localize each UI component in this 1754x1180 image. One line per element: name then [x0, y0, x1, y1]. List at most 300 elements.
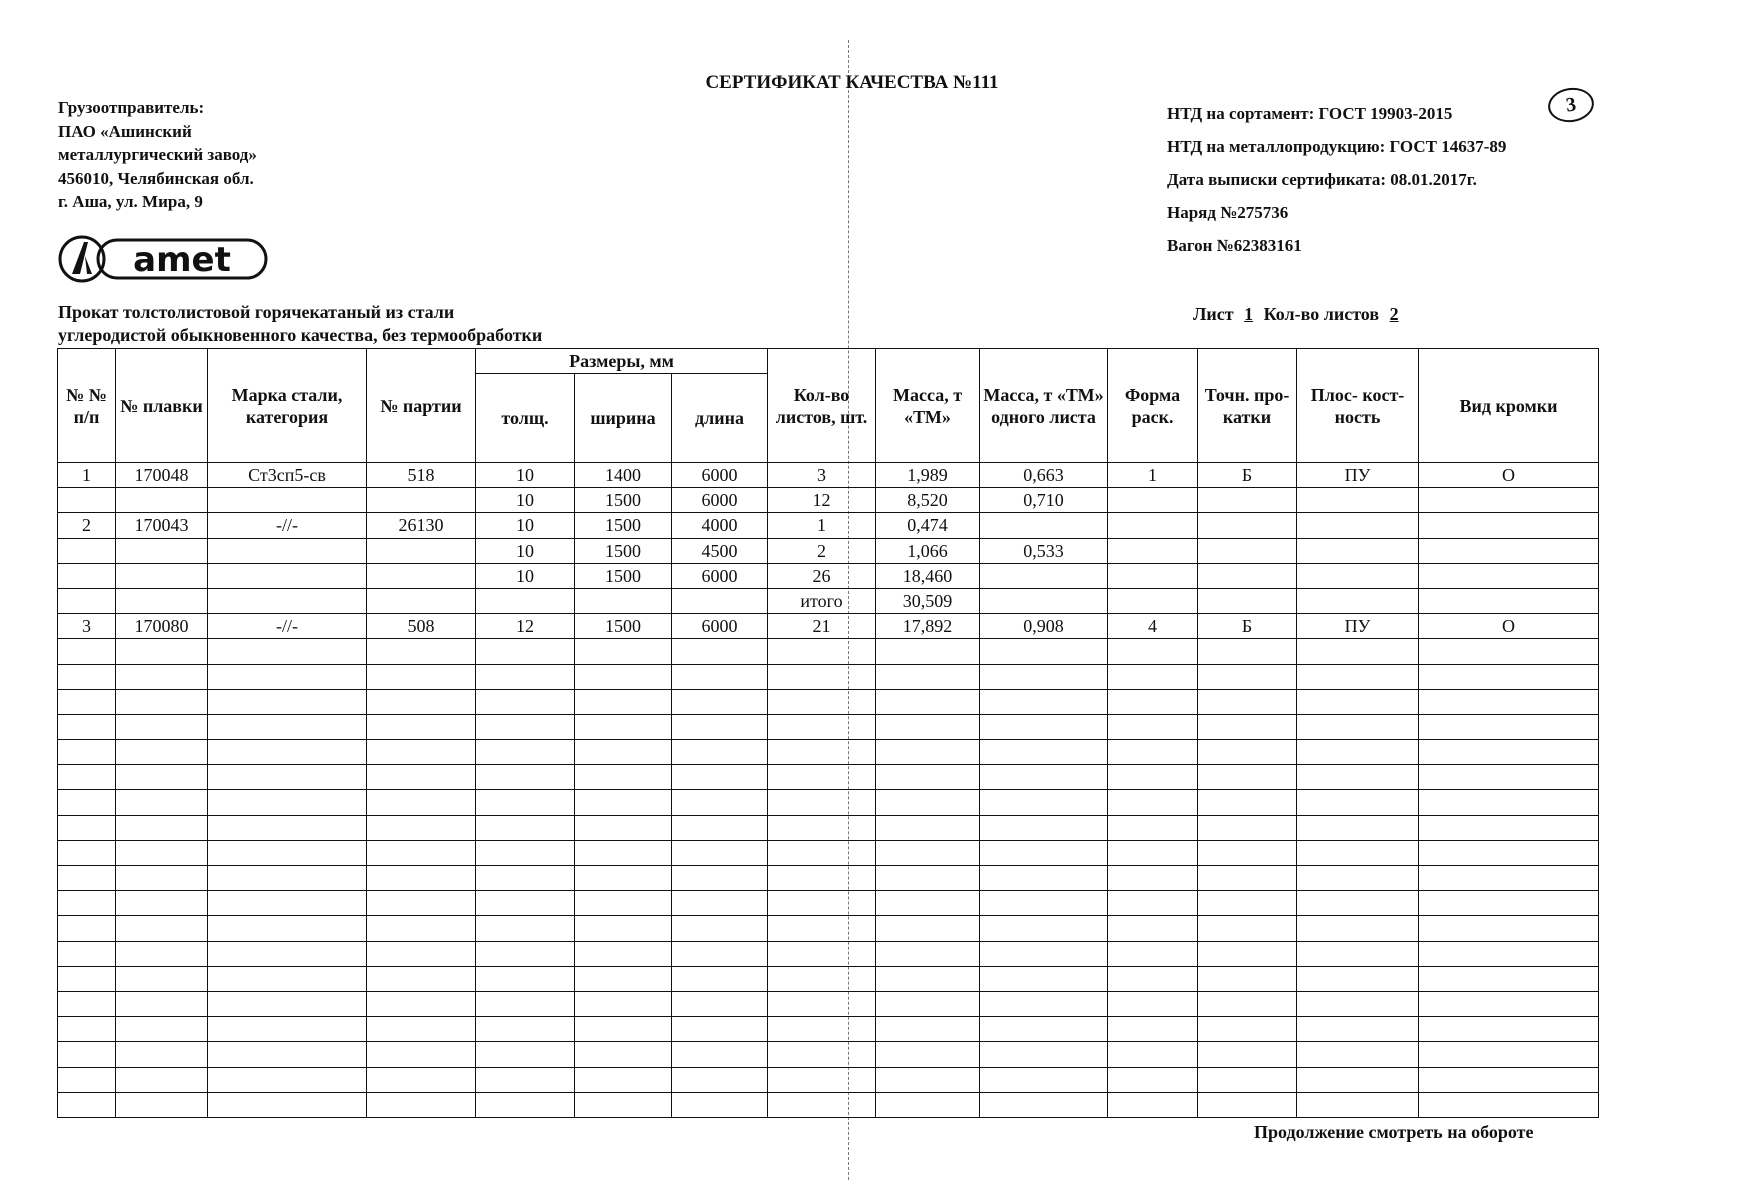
cell-form [1108, 513, 1198, 538]
empty-cell [672, 639, 768, 664]
empty-cell [1419, 1017, 1599, 1042]
empty-cell [208, 941, 367, 966]
continuation-note: Продолжение смотреть на обороте [1254, 1122, 1534, 1142]
cell-batch [367, 588, 476, 613]
cell-thick: 10 [476, 538, 575, 563]
empty-cell [116, 866, 208, 891]
empty-cell [1108, 916, 1198, 941]
empty-cell [768, 991, 876, 1016]
empty-cell [575, 1067, 672, 1092]
empty-cell [672, 765, 768, 790]
table-row [58, 614, 1599, 639]
empty-cell [367, 916, 476, 941]
handwritten-mark: 3 [1546, 85, 1596, 125]
empty-cell [116, 991, 208, 1016]
cell-batch [367, 488, 476, 513]
empty-cell [1108, 815, 1198, 840]
empty-cell [476, 815, 575, 840]
cell-batch: 508 [367, 614, 476, 639]
cell-mass-one: 0,533 [980, 538, 1108, 563]
cell-heat: 170048 [116, 463, 208, 488]
empty-table-row [58, 840, 1599, 865]
empty-cell [672, 866, 768, 891]
cell-flatness [1297, 563, 1419, 588]
empty-cell [980, 639, 1108, 664]
empty-cell [768, 790, 876, 815]
empty-cell [575, 815, 672, 840]
empty-cell [1108, 714, 1198, 739]
order-number: Наряд №275736 [1167, 203, 1289, 222]
empty-cell [58, 891, 116, 916]
empty-cell [672, 714, 768, 739]
empty-cell [876, 790, 980, 815]
cell-mass: 17,892 [876, 614, 980, 639]
empty-cell [367, 1017, 476, 1042]
empty-cell [1297, 941, 1419, 966]
empty-cell [575, 866, 672, 891]
empty-cell [672, 1042, 768, 1067]
empty-cell [1198, 1017, 1297, 1042]
empty-cell [1108, 1017, 1198, 1042]
empty-cell [575, 840, 672, 865]
empty-cell [367, 639, 476, 664]
document-title: СЕРТИФИКАТ КАЧЕСТВА №111 [705, 72, 999, 93]
cell-thick: 10 [476, 488, 575, 513]
empty-cell [208, 966, 367, 991]
empty-cell [1198, 790, 1297, 815]
empty-cell [58, 740, 116, 765]
header-num: № № п/п [58, 349, 116, 463]
cell-width: 1400 [575, 463, 672, 488]
empty-cell [208, 1042, 367, 1067]
empty-cell [575, 790, 672, 815]
cell-grade [208, 588, 367, 613]
cell-form [1108, 538, 1198, 563]
empty-cell [1419, 1042, 1599, 1067]
empty-cell [1198, 916, 1297, 941]
empty-table-row [58, 1092, 1599, 1117]
empty-table-row [58, 941, 1599, 966]
empty-cell [876, 1092, 980, 1117]
cell-num [58, 488, 116, 513]
cell-form [1108, 588, 1198, 613]
empty-cell [476, 1042, 575, 1067]
empty-cell [116, 840, 208, 865]
cell-grade [208, 488, 367, 513]
empty-cell [367, 840, 476, 865]
empty-cell [58, 966, 116, 991]
cell-qty: 26 [768, 563, 876, 588]
cell-width: 1500 [575, 614, 672, 639]
cell-heat [116, 488, 208, 513]
table-row [58, 563, 1599, 588]
empty-cell [980, 991, 1108, 1016]
empty-cell [58, 639, 116, 664]
empty-cell [116, 765, 208, 790]
empty-cell [980, 815, 1108, 840]
cell-flatness [1297, 513, 1419, 538]
empty-cell [980, 1092, 1108, 1117]
empty-cell [476, 941, 575, 966]
empty-cell [476, 891, 575, 916]
cell-mass-one [980, 513, 1108, 538]
header-mass-one: Масса, т «ТМ» одного листа [980, 349, 1108, 463]
cell-qty: 21 [768, 614, 876, 639]
empty-cell [672, 840, 768, 865]
cell-qty: 3 [768, 463, 876, 488]
cell-thick: 10 [476, 513, 575, 538]
empty-cell [1419, 1092, 1599, 1117]
empty-cell [116, 790, 208, 815]
empty-cell [476, 916, 575, 941]
empty-cell [876, 689, 980, 714]
empty-cell [1297, 790, 1419, 815]
empty-cell [1297, 639, 1419, 664]
cell-num: 1 [58, 463, 116, 488]
empty-cell [1198, 1042, 1297, 1067]
empty-cell [672, 790, 768, 815]
empty-cell [1297, 1042, 1419, 1067]
cell-form [1108, 488, 1198, 513]
cell-heat: 170080 [116, 614, 208, 639]
empty-table-row [58, 815, 1599, 840]
cell-num [58, 563, 116, 588]
header-quantity: Кол-во листов, шт. [768, 349, 876, 463]
empty-cell [58, 941, 116, 966]
empty-cell [476, 840, 575, 865]
empty-cell [1108, 966, 1198, 991]
cell-flatness: ПУ [1297, 463, 1419, 488]
empty-cell [208, 815, 367, 840]
cell-length: 6000 [672, 488, 768, 513]
empty-cell [1297, 866, 1419, 891]
ntd-assortment: НТД на сортамент: ГОСТ 19903-2015 [1167, 104, 1453, 123]
empty-cell [1108, 1067, 1198, 1092]
cell-form: 4 [1108, 614, 1198, 639]
empty-cell [876, 1017, 980, 1042]
header-length: длина [672, 374, 768, 463]
empty-cell [367, 815, 476, 840]
empty-cell [1108, 790, 1198, 815]
empty-cell [1297, 765, 1419, 790]
empty-cell [876, 1042, 980, 1067]
empty-cell [768, 891, 876, 916]
empty-cell [367, 1092, 476, 1117]
empty-cell [672, 916, 768, 941]
empty-cell [575, 966, 672, 991]
empty-cell [1297, 840, 1419, 865]
cell-mass: 8,520 [876, 488, 980, 513]
cell-length: 6000 [672, 563, 768, 588]
empty-cell [575, 891, 672, 916]
empty-cell [208, 866, 367, 891]
cell-qty: 1 [768, 513, 876, 538]
empty-cell [1419, 639, 1599, 664]
cell-heat [116, 563, 208, 588]
empty-cell [575, 1092, 672, 1117]
cell-thick: 12 [476, 614, 575, 639]
empty-cell [1198, 689, 1297, 714]
cell-accuracy [1198, 513, 1297, 538]
empty-cell [1419, 891, 1599, 916]
empty-cell [476, 966, 575, 991]
empty-cell [1108, 765, 1198, 790]
cell-qty: 2 [768, 538, 876, 563]
header-thickness: толщ. [476, 374, 575, 463]
cell-width: 1500 [575, 538, 672, 563]
cell-batch: 26130 [367, 513, 476, 538]
cell-form [1108, 563, 1198, 588]
empty-table-row [58, 714, 1599, 739]
empty-cell [116, 714, 208, 739]
empty-cell [1108, 1092, 1198, 1117]
empty-cell [672, 1017, 768, 1042]
shipper-line: 456010, Челябинская обл. [58, 168, 254, 188]
empty-cell [116, 1017, 208, 1042]
empty-table-row [58, 1042, 1599, 1067]
empty-cell [208, 664, 367, 689]
amet-logo [58, 234, 270, 284]
empty-cell [116, 891, 208, 916]
empty-cell [575, 1017, 672, 1042]
header-grade: Марка стали, категория [208, 349, 367, 463]
empty-cell [208, 891, 367, 916]
empty-cell [1297, 991, 1419, 1016]
empty-cell [768, 740, 876, 765]
empty-cell [876, 840, 980, 865]
ntd-block [1167, 104, 1506, 269]
empty-cell [1108, 689, 1198, 714]
empty-cell [367, 891, 476, 916]
header-dimensions: Размеры, мм [476, 349, 768, 374]
empty-table-row [58, 866, 1599, 891]
empty-cell [672, 941, 768, 966]
empty-cell [208, 1017, 367, 1042]
empty-cell [672, 740, 768, 765]
cell-num: 2 [58, 513, 116, 538]
cell-edge [1419, 588, 1599, 613]
sheet-count: 2 [1389, 304, 1399, 324]
cell-accuracy [1198, 563, 1297, 588]
cell-thick [476, 588, 575, 613]
empty-cell [672, 1092, 768, 1117]
empty-cell [672, 689, 768, 714]
empty-cell [208, 790, 367, 815]
empty-table-row [58, 689, 1599, 714]
cell-edge: О [1419, 463, 1599, 488]
empty-cell [1419, 714, 1599, 739]
sheet-info [1193, 304, 1405, 325]
empty-cell [768, 639, 876, 664]
empty-cell [768, 866, 876, 891]
cell-mass-one: 0,908 [980, 614, 1108, 639]
empty-cell [876, 765, 980, 790]
empty-cell [1419, 664, 1599, 689]
cell-batch: 518 [367, 463, 476, 488]
empty-cell [575, 740, 672, 765]
empty-cell [58, 664, 116, 689]
empty-cell [980, 941, 1108, 966]
empty-cell [1108, 1042, 1198, 1067]
table-row [58, 538, 1599, 563]
empty-table-row [58, 740, 1599, 765]
empty-cell [1297, 740, 1419, 765]
empty-cell [672, 664, 768, 689]
empty-cell [1297, 664, 1419, 689]
empty-cell [980, 1017, 1108, 1042]
empty-cell [1297, 1067, 1419, 1092]
empty-cell [1198, 815, 1297, 840]
empty-cell [58, 815, 116, 840]
empty-table-row [58, 966, 1599, 991]
empty-table-row [58, 765, 1599, 790]
empty-table-row [58, 790, 1599, 815]
cell-thick: 10 [476, 463, 575, 488]
empty-cell [476, 1017, 575, 1042]
shipper-line: металлургический завод» [58, 145, 257, 164]
empty-cell [672, 815, 768, 840]
certificate-date: Дата выписки сертификата: 08.01.2017г. [1167, 170, 1477, 189]
empty-cell [876, 1067, 980, 1092]
empty-cell [1108, 866, 1198, 891]
product-description [58, 301, 542, 347]
empty-cell [876, 866, 980, 891]
empty-cell [1297, 714, 1419, 739]
empty-cell [1108, 941, 1198, 966]
empty-cell [980, 1042, 1108, 1067]
empty-cell [768, 815, 876, 840]
empty-cell [768, 966, 876, 991]
empty-cell [980, 689, 1108, 714]
cell-accuracy: Б [1198, 614, 1297, 639]
empty-cell [116, 1067, 208, 1092]
empty-cell [58, 1017, 116, 1042]
empty-cell [768, 1092, 876, 1117]
cell-heat [116, 588, 208, 613]
cell-heat [116, 538, 208, 563]
empty-cell [1198, 639, 1297, 664]
cell-mass: 30,509 [876, 588, 980, 613]
empty-cell [1419, 966, 1599, 991]
empty-cell [116, 740, 208, 765]
cell-length: 6000 [672, 614, 768, 639]
empty-cell [672, 991, 768, 1016]
cell-grade: -//- [208, 513, 367, 538]
cell-accuracy [1198, 538, 1297, 563]
empty-cell [876, 815, 980, 840]
sheet-label: Лист [1193, 304, 1234, 324]
empty-cell [1419, 790, 1599, 815]
empty-cell [980, 790, 1108, 815]
wagon-number: Вагон №62383161 [1167, 236, 1302, 255]
cell-flatness [1297, 588, 1419, 613]
cell-mass: 1,066 [876, 538, 980, 563]
cell-accuracy [1198, 588, 1297, 613]
empty-cell [1108, 891, 1198, 916]
cell-mass-one [980, 563, 1108, 588]
empty-cell [208, 1092, 367, 1117]
empty-cell [575, 714, 672, 739]
empty-cell [476, 740, 575, 765]
empty-cell [980, 866, 1108, 891]
empty-cell [58, 840, 116, 865]
empty-table-row [58, 1067, 1599, 1092]
empty-cell [980, 916, 1108, 941]
cell-grade: -//- [208, 614, 367, 639]
empty-cell [208, 916, 367, 941]
cell-flatness [1297, 538, 1419, 563]
empty-cell [367, 1042, 476, 1067]
cell-length: 4500 [672, 538, 768, 563]
empty-cell [876, 991, 980, 1016]
cell-accuracy [1198, 488, 1297, 513]
header-flatness: Плос- кост- ность [1297, 349, 1419, 463]
empty-cell [876, 891, 980, 916]
empty-cell [367, 1067, 476, 1092]
cell-batch [367, 538, 476, 563]
ntd-metal-product: НТД на металлопродукцию: ГОСТ 14637-89 [1167, 137, 1507, 156]
cell-edge [1419, 538, 1599, 563]
empty-cell [980, 840, 1108, 865]
header-width: ширина [575, 374, 672, 463]
empty-cell [116, 664, 208, 689]
empty-cell [116, 1092, 208, 1117]
empty-cell [116, 689, 208, 714]
empty-cell [876, 714, 980, 739]
cell-width: 1500 [575, 488, 672, 513]
empty-cell [876, 740, 980, 765]
cell-edge [1419, 563, 1599, 588]
sheet-number: 1 [1244, 304, 1254, 324]
empty-cell [1198, 740, 1297, 765]
empty-cell [980, 891, 1108, 916]
cell-accuracy: Б [1198, 463, 1297, 488]
empty-cell [672, 966, 768, 991]
cell-flatness: ПУ [1297, 614, 1419, 639]
empty-cell [367, 866, 476, 891]
empty-cell [58, 714, 116, 739]
empty-table-row [58, 991, 1599, 1016]
cell-num [58, 588, 116, 613]
empty-cell [1419, 840, 1599, 865]
table-row [58, 463, 1599, 488]
empty-cell [208, 639, 367, 664]
empty-cell [116, 941, 208, 966]
empty-cell [476, 866, 575, 891]
cell-batch [367, 563, 476, 588]
empty-cell [58, 765, 116, 790]
empty-cell [208, 740, 367, 765]
empty-cell [1297, 891, 1419, 916]
cell-edge [1419, 488, 1599, 513]
logo-text: amet [133, 240, 231, 280]
empty-cell [575, 664, 672, 689]
empty-cell [575, 765, 672, 790]
cell-length: 6000 [672, 463, 768, 488]
empty-cell [1297, 1092, 1419, 1117]
empty-cell [768, 765, 876, 790]
empty-cell [58, 866, 116, 891]
empty-cell [58, 1067, 116, 1092]
cell-mass-one [980, 588, 1108, 613]
empty-cell [575, 991, 672, 1016]
sheet-count-label: Кол-во листов [1263, 304, 1380, 324]
shipper-line: Грузоотправитель: [58, 98, 205, 117]
table-row [58, 488, 1599, 513]
empty-cell [116, 916, 208, 941]
empty-table-row [58, 916, 1599, 941]
empty-cell [208, 991, 367, 1016]
